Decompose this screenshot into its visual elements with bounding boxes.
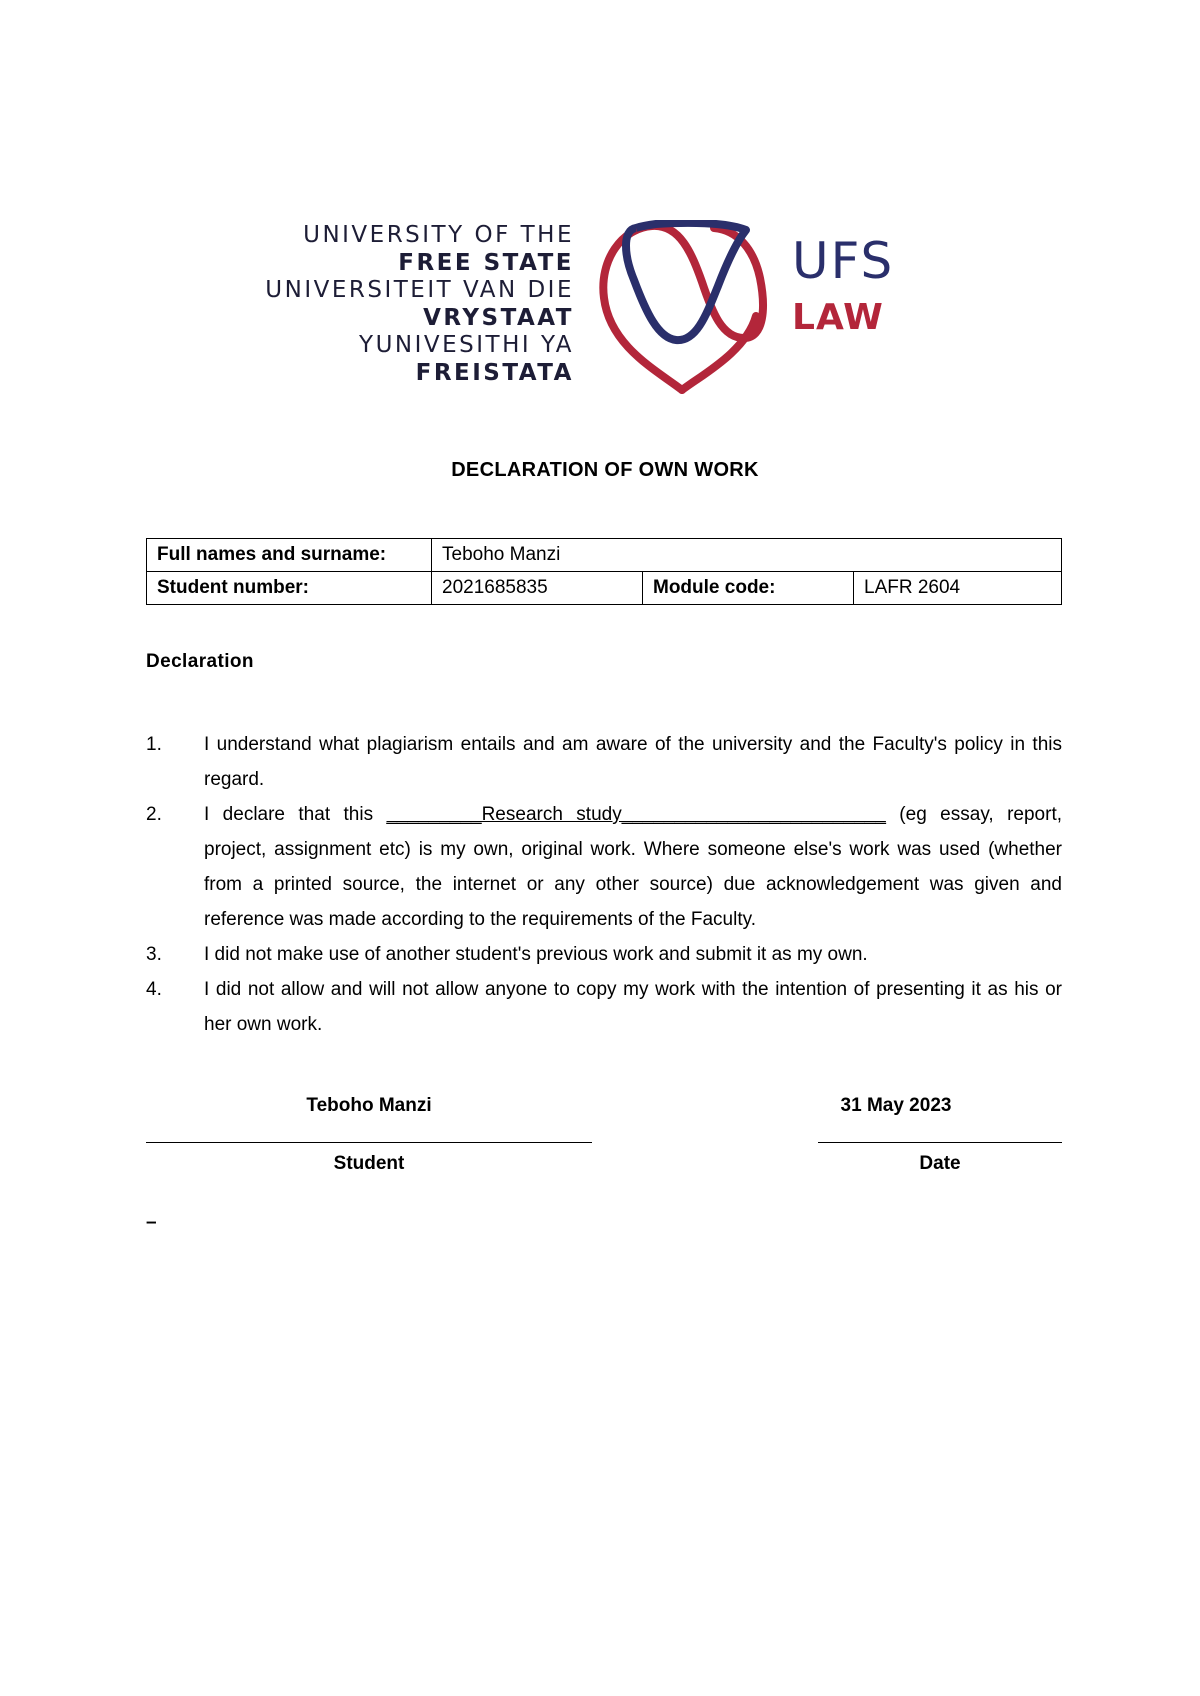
page-title: DECLARATION OF OWN WORK — [451, 459, 759, 481]
list-item — [146, 937, 1062, 972]
item-number: 3. — [146, 944, 162, 965]
logo-line: VRYSTAAT — [423, 304, 574, 331]
work-type-fill-in: _________Research study_________________________ — [386, 804, 886, 825]
list-item — [146, 797, 1062, 937]
student-signature-name: Teboho Manzi — [306, 1095, 432, 1116]
table-row — [147, 539, 1062, 572]
item-text: I did not allow and will not allow anyone to copy my work with the intention of presenting it as his or her own work. — [204, 979, 1062, 1035]
student-number-value: 2021685835 — [432, 572, 643, 605]
item-number: 1. — [146, 734, 162, 755]
student-signature-line — [146, 1142, 592, 1143]
law-wordmark: LAW — [792, 297, 884, 338]
item-text: I understand what plagiarism entails and am aware of the university and the Faculty's policy in this regard. — [204, 734, 1062, 790]
list-item — [146, 972, 1062, 1042]
ufs-heart-emblem-icon — [596, 220, 768, 396]
date-signed: 31 May 2023 — [840, 1095, 952, 1116]
logo-line: UNIVERSITY OF THE — [303, 222, 574, 248]
full-name-label: Full names and surname: — [147, 539, 432, 572]
item-text-after: (eg essay, report, project, assignment etc) is my own, original work. Where someone else's work was used (whether from a printed source, the internet or any other source) due acknowledgement was given and reference was made according to the requirements of the Faculty. — [204, 804, 1062, 930]
date-label: Date — [919, 1153, 961, 1174]
logo-line: YUNIVESITHI YA — [359, 332, 574, 358]
ufs-law-logo — [265, 214, 928, 402]
student-number-label: Student number: — [147, 572, 432, 605]
footer-mark: – — [146, 1212, 157, 1233]
full-name-value: Teboho Manzi — [432, 539, 1062, 572]
student-info-table — [146, 538, 1062, 605]
date-line — [818, 1142, 1062, 1143]
list-item — [146, 727, 1062, 797]
student-label: Student — [333, 1153, 405, 1174]
ufs-wordmark: UFS — [792, 232, 895, 290]
item-number: 4. — [146, 979, 162, 1000]
logo-line: UNIVERSITEIT VAN DIE — [265, 277, 574, 303]
module-code-value: LAFR 2604 — [854, 572, 1062, 605]
logo-line: FREE STATE — [398, 249, 574, 276]
item-text: I did not make use of another student's previous work and submit it as my own. — [204, 944, 868, 965]
university-name-block — [265, 222, 574, 387]
item-text-before: I declare that this — [204, 804, 387, 825]
table-row — [147, 572, 1062, 605]
declaration-heading: Declaration — [146, 651, 254, 672]
logo-line: FREISTATA — [415, 359, 574, 386]
item-number: 2. — [146, 804, 162, 825]
module-code-label: Module code: — [643, 572, 854, 605]
declaration-list — [146, 727, 1062, 1042]
